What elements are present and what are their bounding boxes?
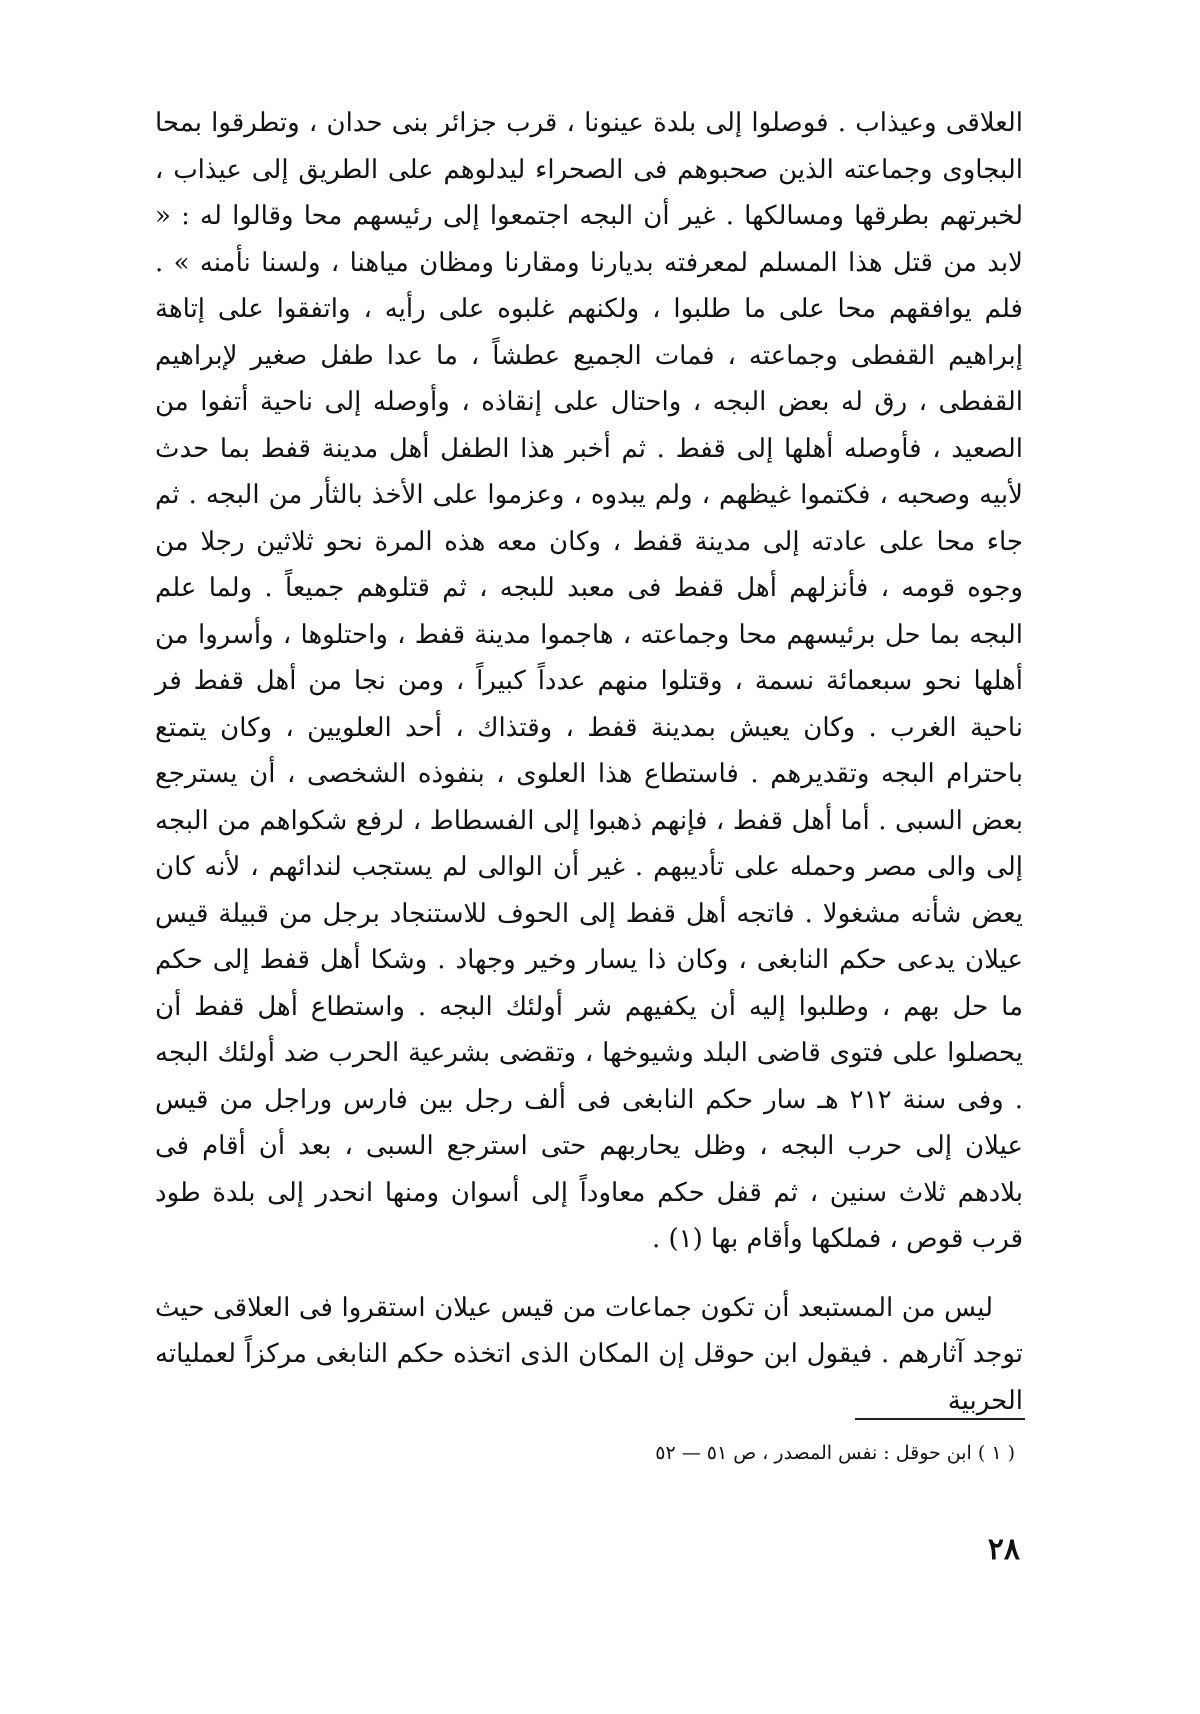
paragraph-2: ليس من المستبعد أن تكون جماعات من قيس عيلان استقروا فى العلاقى حيث توجد آثارهم . فيقول ابن حوقل إن المكان الذى اتخذه حكم النابغى مركزاً لعملياته الحربية xyxy=(155,1292,1023,1416)
footnote: ( ١ ) ابن حوقل : نفس المصدر ، ص ٥١ — ٥٢ xyxy=(655,1442,1015,1464)
paragraph-1: العلاقى وعيذاب . فوصلوا إلى بلدة عينونا ، قرب جزائر بنى حدان ، وتطرقوا بمحا البجاوى وجماعته الذين صحبوهم فى الصحراء ليدلوهم على الطريق إلى عيذاب ، لخبرتهم بطرقها ومسالكها . غير أن البجه اجتمعوا إلى رئيسهم محا وقالوا له : « لابد من قتل هذا المسلم لمعرفته بديارنا ومقارنا ومظان مياهنا ، ولسنا نأمنه » . فلم يوافقهم محا على ما طلبوا ، ولكنهم غلبوه على رأيه ، واتفقوا على إتاهة إبراهيم القفطى وجماعته ، فمات الجميع عطشاً ، ما عدا طفل صغير لإبراهيم القفطى ، رق له بعض البجه ، واحتال على إنقاذه ، وأوصله إلى ناحية أتفوا من الصعيد ، فأوصله أهلها إلى قفط . ثم أخبر هذا الطفل أهل مدينة قفط بما حدث لأبيه وصحبه ، فكتموا غيظهم ، ولم يبدوه ، وعزموا على الأخذ بالثأر من البجه . ثم جاء محا على عادته إلى مدينة قفط ، وكان معه هذه المرة نحو ثلاثين رجلا من وجوه قومه ، فأنزلهم أهل قفط فى معبد للبجه ، ثم قتلوهم جميعاً . ولما علم البجه بما حل برئيسهم محا وجماعته ، هاجموا مدينة قفط ، واحتلوها ، وأسروا من أهلها نحو سبعمائة نسمة ، وقتلوا منهم عدداً كبيراً ، ومن نجا من أهل قفط فر ناحية الغرب . وكان يعيش بمدينة قفط ، وقتذاك ، أحد العلويين ، وكان يتمتع باحترام البجه وتقديرهم . فاستطاع هذا العلوى ، بنفوذه الشخصى ، أن يسترجع بعض السبى . أما أهل قفط ، فإنهم ذهبوا إلى الفسطاط ، لرفع شكواهم من البجه إلى والى مصر وحمله على تأديبهم . غير أن الوالى لم يستجب لندائهم ، لأنه كان يعض شأنه مشغولا . فاتجه أهل قفط إلى الحوف للاستنجاد برجل من قبيلة قيس عيلان يدعى حكم النابغى ، وكان ذا يسار وخير وجهاد . وشكا أهل قفط إلى حكم ما حل بهم ، وطلبوا إليه أن يكفيهم شر أولئك البجه . واستطاع أهل قفط أن يحصلوا على فتوى قاضى البلد وشيوخها ، وتقضى بشرعية الحرب ضد أولئك البجه . وفى سنة ٢١٢ هـ سار حكم النابغى فى ألف رجل بين فارس وراجل من قيس عيلان إلى حرب البجه ، وظل يحاربهم حتى استرجع السبى ، بعد أن أقام فى بلادهم ثلاث سنين ، ثم قفل حكم معاوداً إلى أسوان ومنها انحدر إلى بلدة طود قرب قوص ، فملكها وأقام بها (١) . xyxy=(155,108,1024,1254)
page-number: ٢٨ xyxy=(987,1532,1020,1567)
main-text xyxy=(155,100,1023,1424)
footnote-separator xyxy=(855,1418,1025,1420)
